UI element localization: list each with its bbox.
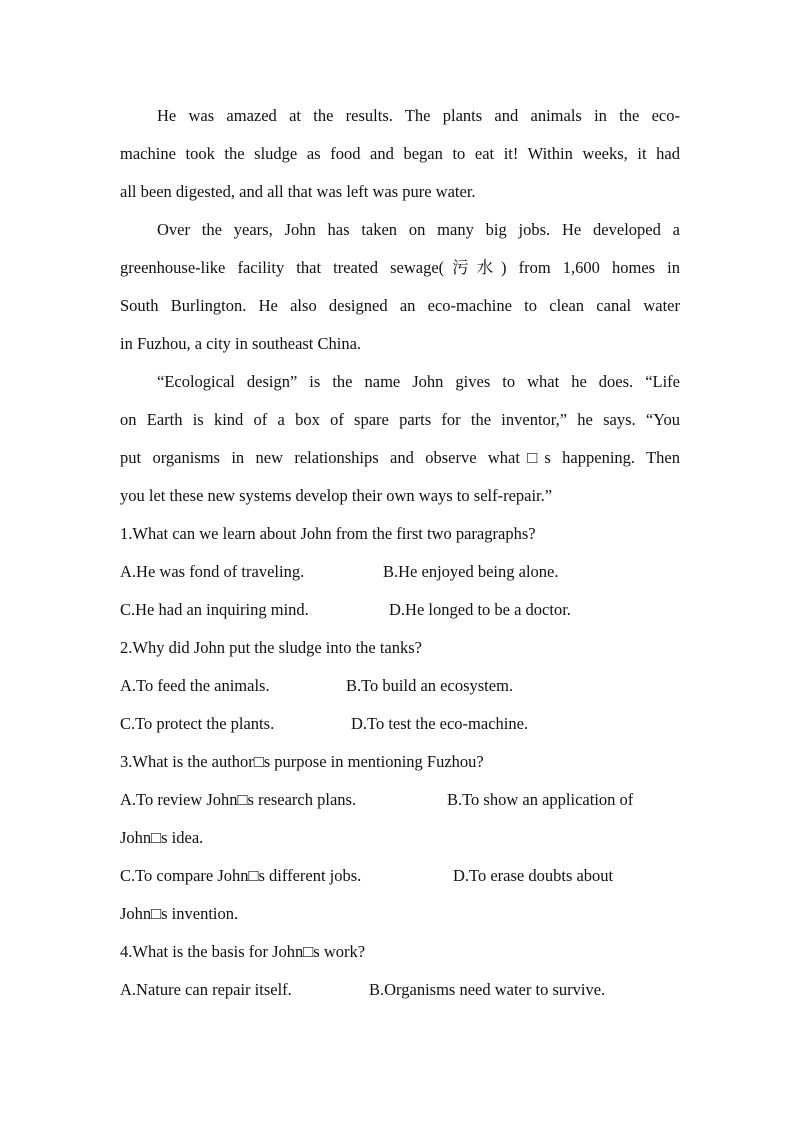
option-row — [120, 591, 680, 629]
paragraph-line: He was amazed at the results. The plants and animals in the eco- — [157, 106, 680, 125]
paragraph-line: you let these new systems develop their own ways to self-repair.” — [120, 486, 553, 505]
option-b: B.He enjoyed being alone. — [383, 562, 559, 581]
option-b: B.To build an ecosystem. — [346, 676, 514, 695]
option-row — [120, 705, 680, 743]
option-row — [120, 857, 680, 895]
paragraph-line: South Burlington. He also designed an eco-machine to clean canal water — [120, 296, 680, 315]
document-page — [120, 97, 680, 1009]
option-c: C.He had an inquiring mind. — [120, 600, 309, 619]
option-row — [120, 971, 680, 1009]
paragraph-line: put organisms in new relationships and observe what□s happening. Then — [120, 448, 680, 467]
paragraph-2 — [120, 211, 680, 363]
question-stem: 4.What is the basis for John□s work? — [120, 942, 366, 961]
question-stem: 3.What is the author□s purpose in mentioning Fuzhou? — [120, 752, 484, 771]
paragraph-line: greenhouse-like facility that treated sewage(污水) from 1,600 homes in — [120, 258, 680, 277]
paragraph-1 — [120, 97, 680, 211]
option-a: A.He was fond of traveling. — [120, 562, 305, 581]
question-stem: 1.What can we learn about John from the first two paragraphs? — [120, 524, 536, 543]
option-row — [120, 667, 680, 705]
option-c: C.To protect the plants. — [120, 714, 275, 733]
option-a: A.To review John□s research plans. — [120, 790, 357, 809]
option-c: C.To compare John□s different jobs. — [120, 866, 362, 885]
question-4 — [120, 933, 680, 1009]
option-b: B.To show an application of — [447, 790, 634, 809]
option-d: D.He longed to be a doctor. — [389, 600, 571, 619]
question-3 — [120, 743, 680, 933]
paragraph-line: machine took the sludge as food and began to eat it! Within weeks, it had — [120, 144, 680, 163]
paragraph-line: in Fuzhou, a city in southeast China. — [120, 334, 362, 353]
option-continuation: John□s idea. — [120, 828, 204, 847]
paragraph-line: on Earth is kind of a box of spare parts for the inventor,” he says. “You — [120, 410, 680, 429]
option-a: A.Nature can repair itself. — [120, 980, 292, 999]
option-d: D.To test the eco-machine. — [351, 714, 529, 733]
question-stem: 2.Why did John put the sludge into the tanks? — [120, 638, 423, 657]
option-d: D.To erase doubts about — [453, 866, 614, 885]
question-1 — [120, 515, 680, 629]
option-a: A.To feed the animals. — [120, 676, 270, 695]
paragraph-line: Over the years, John has taken on many big jobs. He developed a — [157, 220, 680, 239]
option-row — [120, 781, 680, 819]
question-2 — [120, 629, 680, 743]
paragraph-line: “Ecological design” is the name John gives to what he does. “Life — [157, 372, 680, 391]
paragraph-line: all been digested, and all that was left was pure water. — [120, 182, 476, 201]
option-b: B.Organisms need water to survive. — [369, 980, 606, 999]
option-continuation: John□s invention. — [120, 904, 239, 923]
option-row — [120, 553, 680, 591]
paragraph-3 — [120, 363, 680, 515]
